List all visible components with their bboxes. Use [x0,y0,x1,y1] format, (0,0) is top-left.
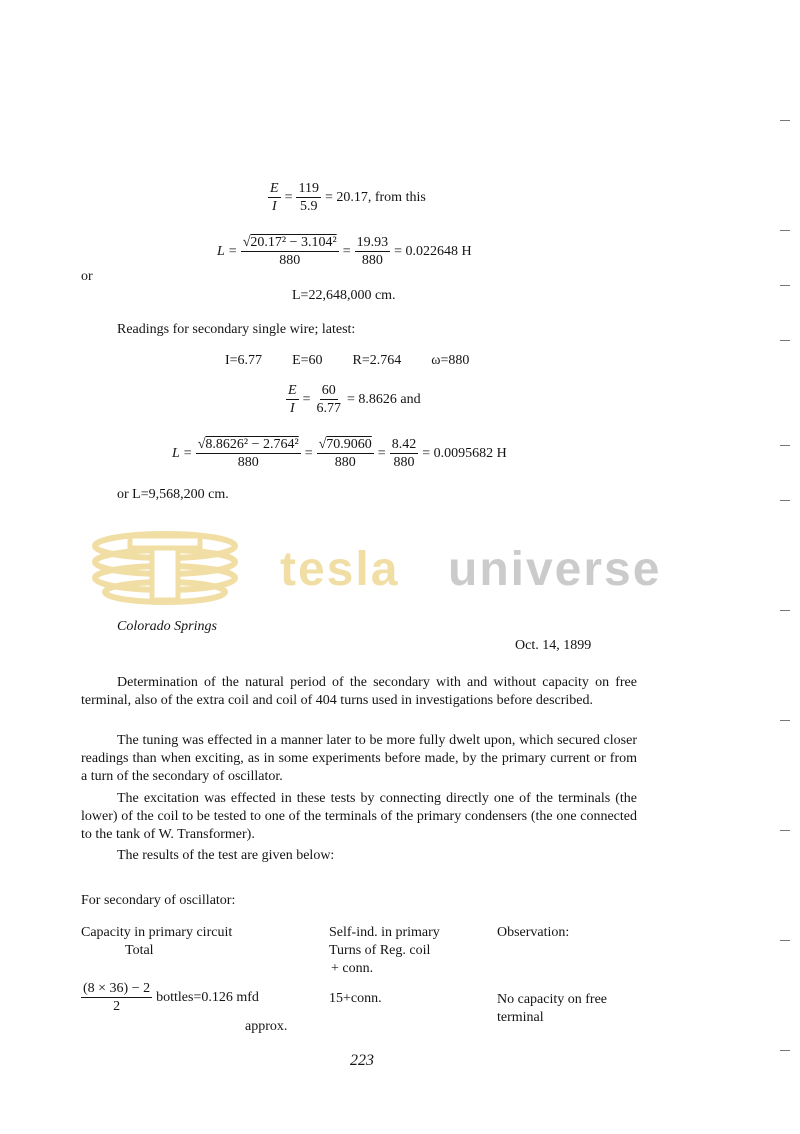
eq2-lhs: L [217,243,225,259]
scan-mark [780,610,790,611]
table-header-capacity [81,924,232,960]
eq6-den-3: 880 [393,455,415,470]
scan-mark [780,500,790,501]
paragraph-3 [81,790,637,844]
eq2-tail: = 0.022648 H [394,243,472,259]
eq6-lhs: L [172,445,180,461]
eq6-den-2: 880 [334,455,356,470]
eq2-mid-den: 880 [361,253,383,268]
tesla-universe-watermark [90,528,710,608]
eq1-mid-num: 119 [298,181,319,196]
eq5-mid-den: 6.77 [316,401,341,416]
readings-values [225,353,469,369]
eq1-tail: = 20.17, from this [324,189,426,205]
equation-l-cm-2: or L=9,568,200 cm. [117,487,229,502]
location-heading: Colorado Springs [117,619,217,634]
scan-mark [780,830,790,831]
scan-mark [780,340,790,341]
or-label: or [81,269,93,284]
table-header-capacity-line-1: Capacity in primary circuit [81,925,233,940]
for-secondary-heading: For secondary of oscillator: [81,893,236,908]
page-number: 223 [350,1052,374,1069]
eq5-lhs-den: I [289,401,295,416]
paragraph-1-text: Determination of the natural period of the secondary with and without capacity on free terminal, also of the extra coil and coil of 404 turns used in investigations before described. [81,675,637,708]
paragraph-2 [81,732,637,786]
eq5-lhs-num: E [288,383,297,398]
eq6-num-3: 8.42 [391,437,417,452]
table-header-self-ind-line-3: + conn. [331,961,374,976]
paragraph-3-text: The excitation was effected in these tests by connecting directly one of the terminals (the lower) of the coil to be tested to one of the terminals of the primary condensers (the one connected to the tank of W. Transformer). [81,791,637,842]
eq2-radicand: 20.17² − 3.104² [250,235,337,250]
capacity-numerator: (8 × 36) − 2 [83,981,151,996]
table-header-observation: Observation: [497,925,570,940]
eq1-lhs-num: E [270,181,279,196]
paragraph-4-text: The results of the test are given below: [117,848,335,863]
eq6-radicand-2: 70.9060 [326,437,372,452]
equation-inductance-2: L = √ $\frac{\text{8.8626² − 2.764²}}{880}$ = √ $\frac{70.9060}{880}$ = $\frac{8.42}{880}$ = 0.0095682 H [172,436,507,471]
scan-mark [780,940,790,941]
readings-heading: Readings for secondary single wire; latest: [117,322,356,337]
date-heading: Oct. 14, 1899 [515,638,592,653]
eq6-den-1: 880 [237,455,259,470]
reading-voltage: E=60 [292,353,323,368]
reading-omega: ω=880 [431,353,470,368]
eq6-tail: = 0.0095682 H [422,445,507,461]
eq5-mid-num: 60 [321,383,336,398]
equation-e-over-i-2: $\frac{E}{I}$ = $\frac{60}{6.77}$ = 8.8626 and [288,383,421,416]
reading-current: I=6.77 [225,353,263,368]
capacity-approx: approx. [245,1019,288,1034]
equation-l-cm-1: L=22,648,000 cm. [292,288,396,303]
watermark-word-2: universe [448,543,662,596]
reading-resistance: R=2.764 [352,353,402,368]
paragraph-1 [81,674,637,710]
table-row-1-self-ind: 15+conn. [329,991,382,1006]
observation-line-1: No capacity on free [497,992,607,1007]
capacity-denominator: 2 [113,999,121,1014]
table-row-1-capacity [81,980,259,1015]
tesla-coil-logo-icon [90,528,240,608]
table-row-1-observation [497,991,607,1027]
table-header-self-ind-line-1: Self-ind. in primary [329,925,440,940]
scan-mark [780,720,790,721]
scan-mark [780,285,790,286]
observation-line-2: terminal [497,1010,544,1025]
table-header-self-ind [329,924,440,978]
scan-mark [780,120,790,121]
table-header-self-ind-line-2: Turns of Reg. coil [329,943,431,958]
capacity-tail: bottles=0.126 mfd [156,989,259,1005]
eq1-mid-den: 5.9 [299,199,318,214]
watermark-word-1: tesla [280,543,400,596]
paragraph-4 [81,847,637,865]
equation-e-over-i: $\frac{E}{I}$ = $\frac{119}{5.9}$ = 20.17, from this [270,181,426,214]
eq2-mid-num: 19.93 [356,235,389,250]
scan-mark [780,445,790,446]
scan-mark [780,1050,790,1051]
paragraph-2-text: The tuning was effected in a manner later to be more fully dwelt upon, which secured closer readings than when exciting, as in some experiments before made, by the primary current or from a turn of the secondary of oscillator. [81,733,637,784]
eq5-tail: = 8.8626 and [346,391,421,407]
eq1-lhs-den: I [271,199,277,214]
table-header-capacity-line-2: Total [125,943,154,958]
eq6-radicand-1: 8.8626² − 2.764² [205,437,299,452]
equation-inductance-1: L = √ $\frac{\text{20.17² − 3.104²}}{880}$ = $\frac{19.93}{880}$ = 0.022648 H [217,234,472,269]
scan-mark [780,230,790,231]
eq2-den: 880 [279,253,301,268]
